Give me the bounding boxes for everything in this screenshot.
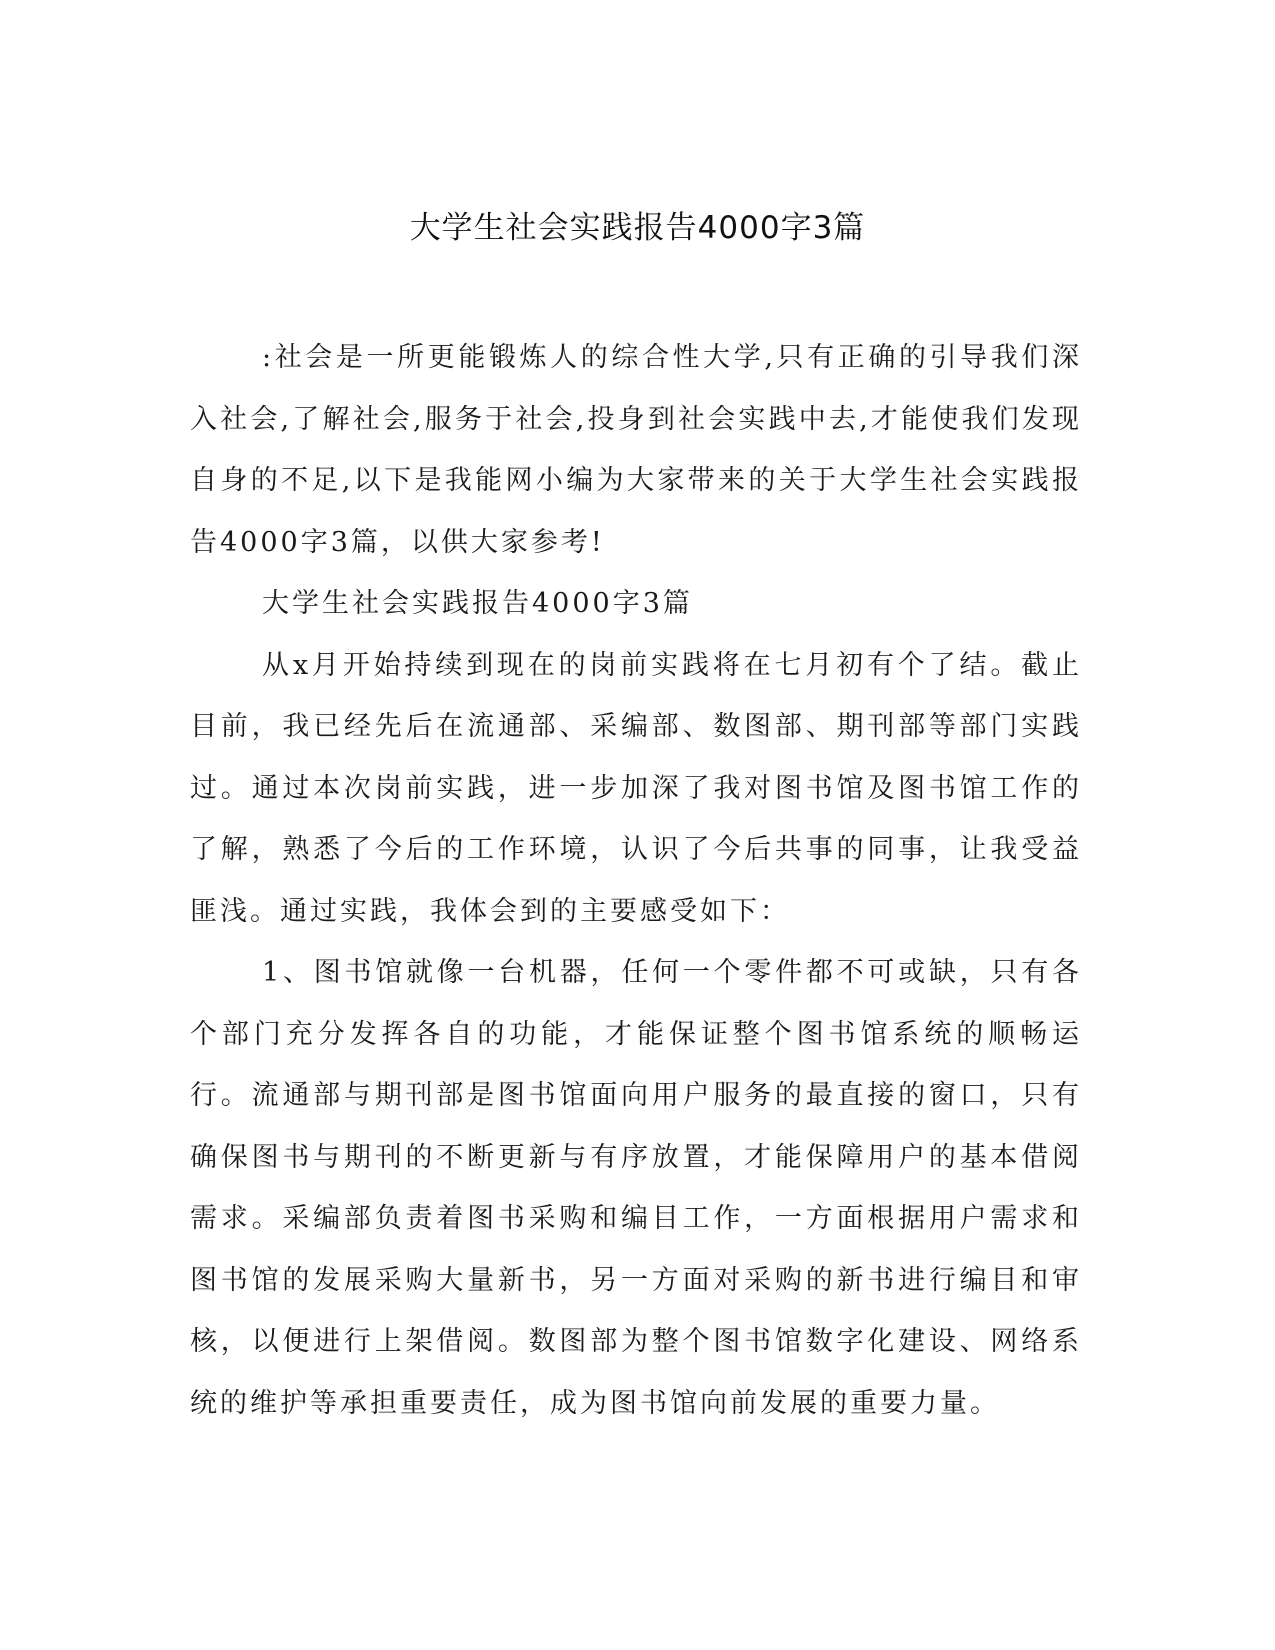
- paragraph-point-1: 1、图书馆就像一台机器，任何一个零件都不可或缺，只有各个部门充分发挥各自的功能，才能保证整个图书馆系统的顺畅运行。流通部与期刊部是图书馆面向用户服务的最直接的窗口，只有确保图书与期刊的不断更新与有序放置，才能保障用户的基本借阅需求。采编部负责着图书采购和编目工作，一方面根据用户需求和图书馆的发展采购大量新书，另一方面对采购的新书进行编目和审核，以便进行上架借阅。数图部为整个图书馆数字化建设、网络系统的维护等承担重要责任，成为图书馆向前发展的重要力量。: [190, 957, 1082, 1419]
- paragraph-intro: :社会是一所更能锻炼人的综合性大学,只有正确的引导我们深入社会,了解社会,服务于社会,投身到社会实践中去,才能使我们发现自身的不足,以下是我能网小编为大家带来的关于大学生社会实践报告4000字3篇，以供大家参考!: [190, 342, 1082, 558]
- document-title: 大学生社会实践报告4000字3篇: [409, 210, 866, 246]
- paragraph-subtitle: 大学生社会实践报告4000字3篇: [262, 588, 693, 619]
- paragraph-practice: 从x月开始持续到现在的岗前实践将在七月初有个了结。截止目前，我已经先后在流通部、采编部、数图部、期刊部等部门实践过。通过本次岗前实践，进一步加深了我对图书馆及图书馆工作的了解，熟悉了今后的工作环境，认识了今后共事的同事，让我受益匪浅。通过实践，我体会到的主要感受如下：: [190, 649, 1082, 927]
- document-body: [190, 327, 1082, 1434]
